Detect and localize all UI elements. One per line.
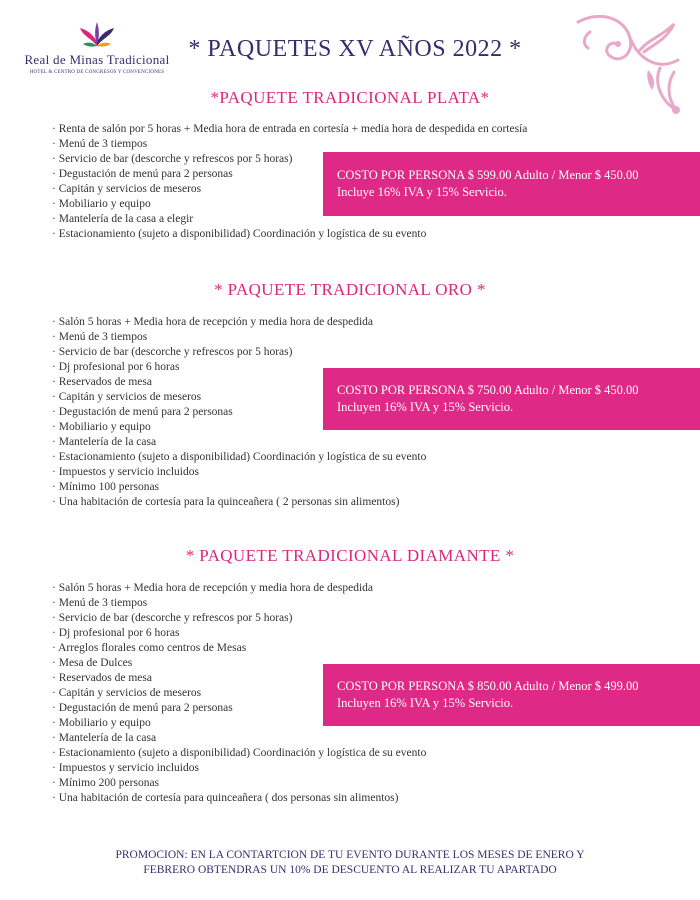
list-item: · Impuestos y servicio incluidos (52, 465, 426, 480)
list-item: · Servicio de bar (descorche y refrescos por 5 horas) (52, 152, 527, 167)
package-title-diamante: * PAQUETE TRADICIONAL DIAMANTE * (185, 546, 515, 565)
list-item: · Servicio de bar (descorche y refrescos por 5 horas) (52, 345, 426, 360)
list-item: · Menú de 3 tiempos (52, 330, 426, 345)
list-item: · Salón 5 horas + Media hora de recepción y media hora de despedida (52, 315, 426, 330)
promo-line-2: FEBRERO OBTENDRAS UN 10% DE DESCUENTO AL REALIZAR TU APARTADO (143, 864, 557, 876)
price-line: COSTO POR PERSONA $ 599.00 Adulto / Menor $ 450.00 (337, 168, 639, 182)
list-item: · Estacionamiento (sujeto a disponibilidad) Coordinación y logística de su evento (52, 746, 426, 761)
list-item: · Capitán y servicios de meseros (52, 182, 527, 197)
list-item: · Estacionamiento (sujeto a disponibilidad) Coordinación y logística de su evento (52, 450, 426, 465)
list-item: · Reservados de mesa (52, 375, 426, 390)
promo-line-1: PROMOCION: EN LA CONTARTCION DE TU EVENTO DURANTE LOS MESES DE ENERO Y (115, 849, 585, 861)
price-box-oro (323, 368, 700, 430)
list-item: · Renta de salón por 5 horas + Media hora de entrada en cortesía + media hora de despedida en cortesía (52, 122, 527, 137)
list-item: · Una habitación de cortesía para quinceañera ( dos personas sin alimentos) (52, 791, 426, 806)
list-item: · Mantelería de la casa (52, 435, 426, 450)
logo-subtitle: HOTEL & CENTRO DE CONGRESOS Y CONVENCIONES (29, 70, 165, 75)
list-item: · Dj profesional por 6 horas (52, 626, 426, 641)
promotion-note (0, 848, 700, 878)
package-title-oro: * PAQUETE TRADICIONAL ORO * (214, 280, 486, 299)
package-title-plata: *PAQUETE TRADICIONAL PLATA* (210, 88, 490, 107)
page-title: * PAQUETES XV AÑOS 2022 * (188, 36, 522, 62)
list-item: · Menú de 3 tiempos (52, 596, 426, 611)
list-item: · Estacionamiento (sujeto a disponibilidad) Coordinación y logística de su evento (52, 227, 527, 242)
tax-line: Incluyen 16% IVA y 15% Servicio. (337, 400, 514, 414)
list-item: · Mobiliario y equipo (52, 716, 426, 731)
list-item: · Mantelería de la casa a elegir (52, 212, 527, 227)
list-item: · Mobiliario y equipo (52, 420, 426, 435)
list-item: · Servicio de bar (descorche y refrescos por 5 horas) (52, 611, 426, 626)
list-item: · Una habitación de cortesía para la quinceañera ( 2 personas sin alimentos) (52, 495, 426, 510)
list-item: · Salón 5 horas + Media hora de recepción y media hora de despedida (52, 581, 426, 596)
list-item: · Mantelería de la casa (52, 731, 426, 746)
list-item: · Degustación de menú para 2 personas (52, 701, 426, 716)
price-line: COSTO POR PERSONA $ 750.00 Adulto / Menor $ 450.00 (337, 383, 639, 397)
list-item: · Mobiliario y equipo (52, 197, 527, 212)
price-box-plata (323, 152, 700, 216)
tax-line: Incluyen 16% IVA y 15% Servicio. (337, 696, 514, 710)
list-item: · Mesa de Dulces (52, 656, 426, 671)
price-box-diamante (323, 664, 700, 726)
list-item: · Degustación de menú para 2 personas (52, 167, 527, 182)
price-line: COSTO POR PERSONA $ 850.00 Adulto / Menor $ 499.00 (337, 679, 639, 693)
list-item: · Impuestos y servicio incluidos (52, 761, 426, 776)
list-item: · Degustación de menú para 2 personas (52, 405, 426, 420)
list-item: · Menú de 3 tiempos (52, 137, 527, 152)
list-item: · Mínimo 200 personas (52, 776, 426, 791)
list-item: · Arreglos florales como centros de Mesas (52, 641, 426, 656)
list-item: · Dj profesional por 6 horas (52, 360, 426, 375)
list-item: · Capitán y servicios de meseros (52, 686, 426, 701)
list-item: · Reservados de mesa (52, 671, 426, 686)
list-item: · Capitán y servicios de meseros (52, 390, 426, 405)
flower-logo-icon (77, 20, 117, 52)
list-item: · Mínimo 100 personas (52, 480, 426, 495)
logo-name: Real de Minas Tradicional (24, 52, 170, 67)
tax-line: Incluye 16% IVA y 15% Servicio. (337, 185, 507, 199)
